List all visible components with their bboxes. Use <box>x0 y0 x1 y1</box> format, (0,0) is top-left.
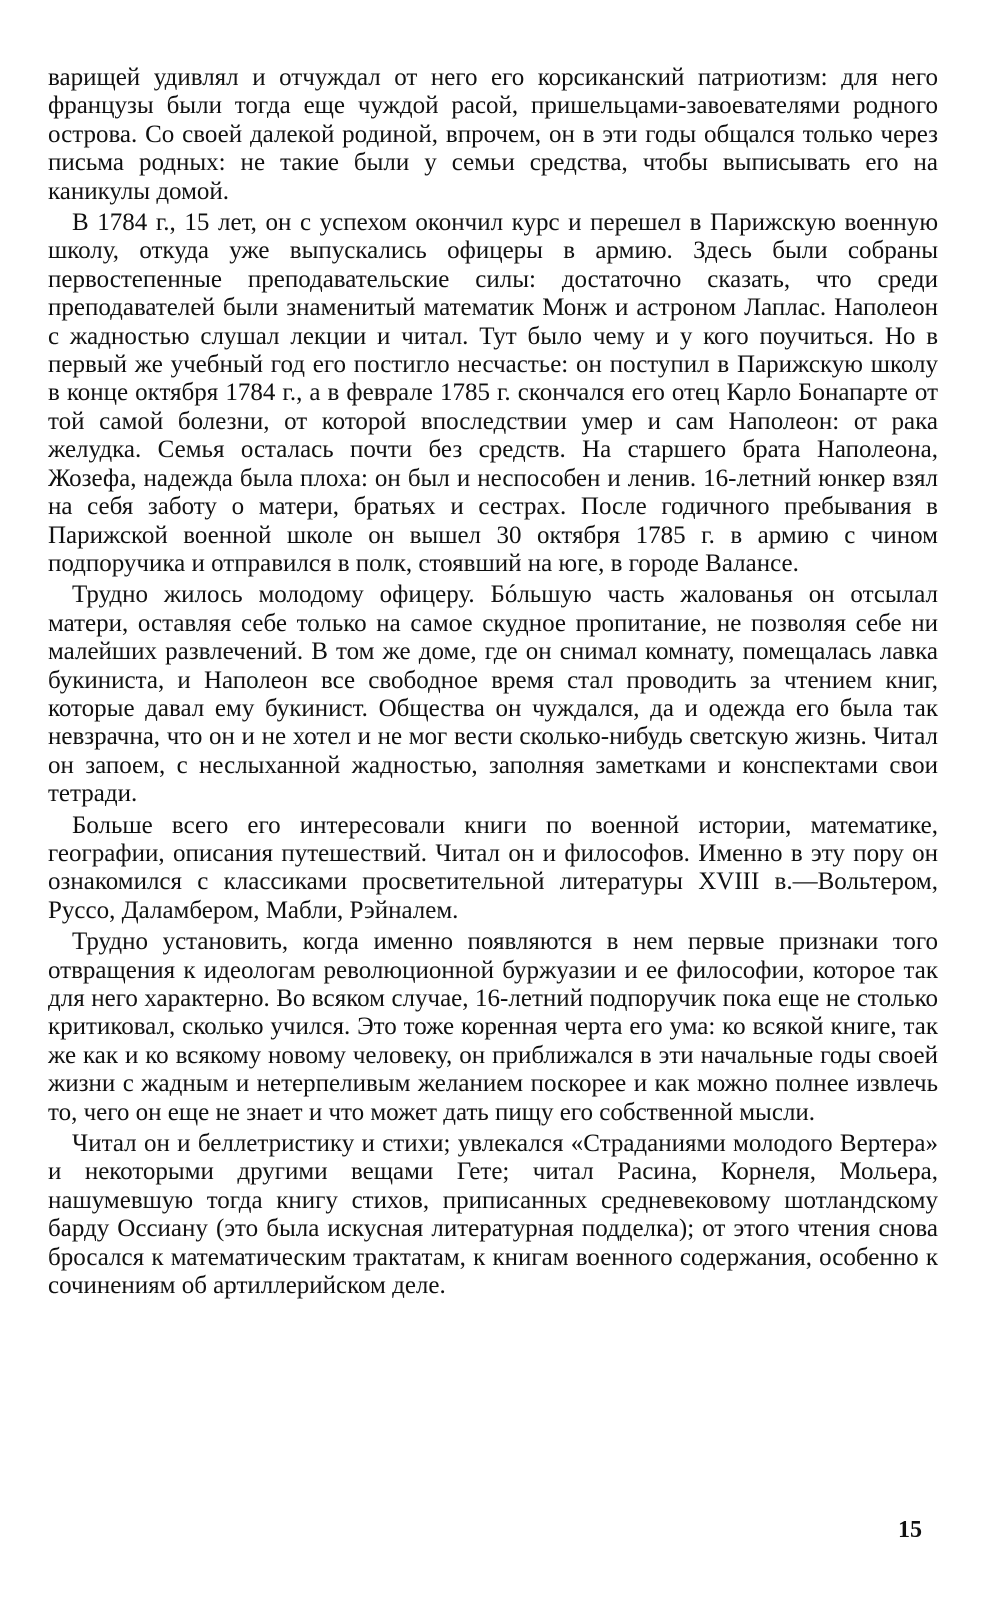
paragraph-3: Трудно жилось молодому офицеру. Бóльшую часть жалованья он отсылал матери, оставляя себе только на самое скудное пропитание, не позволяя себе ни малейших развлечений. В том же доме, где он снимал комнату, помещалась лавка букиниста, и Наполеон все свободное время стал проводить за чтением книг, которые давал ему букинист. Общества он чуждался, да и одежда его была так невзрачна, что он и не хотел и не мог вести сколько-нибудь светскую жизнь. Читал он запоем, с неслыханной жадностью, заполняя заметками и конспектами свои тетради. <box>48 581 938 808</box>
paragraph-2: В 1784 г., 15 лет, он с успехом окончил курс и перешел в Парижскую военную школу, откуда уже выпускались офицеры в армию. Здесь были собраны первостепенные преподавательские силы: достаточно сказать, что среди преподавателей были знаменитый математик Монж и астроном Лаплас. Наполеон с жадностью слушал лекции и читал. Тут было чему и у кого поучиться. Но в первый же учебный год его постигло несчастье: он поступил в Парижскую школу в конце октября 1784 г., а в феврале 1785 г. скончался его отец Карло Бонапарте от той самой болезни, от которой впоследствии умер и сам Наполеон: от рака желудка. Семья осталась почти без средств. На старшего брата Наполеона, Жозефа, надежда была плоха: он был и неспособен и ленив. 16-летний юнкер взял на себя заботу о матери, братьях и сестрах. После годичного пребывания в Парижской военной школе он вышел 30 октября 1785 г. в армию с чином подпоручика и отправился в полк, стоявший на юге, в городе Валансе. <box>48 209 938 577</box>
paragraph-5: Трудно установить, когда именно появляются в нем первые признаки того отвращения к идеологам революционной буржуазии и ее философии, которое так для него характерно. Во всяком случае, 16-летний подпоручик пока еще не столько критиковал, сколько учился. Это тоже коренная черта его ума: ко всякой книге, так же как и ко всякому новому человеку, он приближался в эти начальные годы своей жизни с жадным и нетерпеливым желанием поскорее и как можно полнее извлечь то, чего он еще не знает и что может дать пищу его собственной мысли. <box>48 928 938 1126</box>
page-body <box>48 64 938 1300</box>
paragraph-4: Больше всего его интересовали книги по военной истории, математике, географии, описания путешествий. Читал он и философов. Именно в эту пору он ознакомился с классиками просветительной литературы XVIII в.—Вольтером, Руссо, Даламбером, Мабли, Рэйналем. <box>48 811 938 924</box>
page-number: 15 <box>898 1517 922 1543</box>
paragraph-1: варищей удивлял и отчуждал от него его корсиканский патриотизм: для него французы были тогда еще чуждой расой, пришельцами-завоевателями родного острова. Со своей далекой родиной, впрочем, он в эти годы общался только через письма родных: не такие были у семьи средства, чтобы выписывать его на каникулы домой. <box>48 64 938 205</box>
paragraph-6: Читал он и беллетристику и стихи; увлекался «Страданиями молодого Вертера» и некоторыми другими вещами Гете; читал Расина, Корнеля, Мольера, нашумевшую тогда книгу стихов, приписанных средневековому шотландскому барду Оссиану (это была искусная литературная подделка); от этого чтения снова бросался к математическим трактатам, к книгам военного содержания, особенно к сочинениям об артиллерийском деле. <box>48 1130 938 1300</box>
